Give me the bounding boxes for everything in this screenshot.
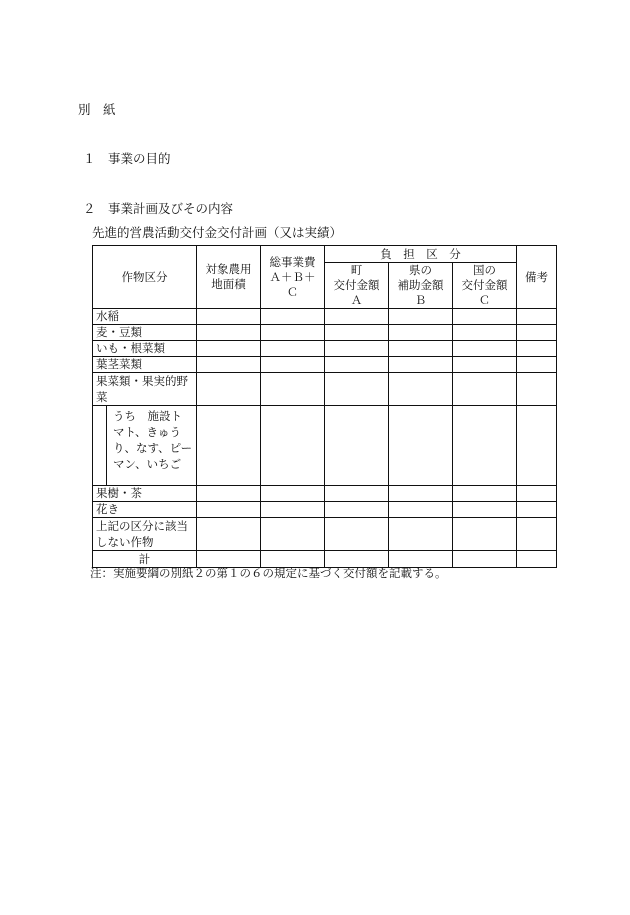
table-row: [93, 502, 557, 518]
header-pref: 県の 補助金額 Ｂ: [389, 263, 453, 309]
cell: [517, 341, 557, 357]
cell: [261, 373, 325, 406]
cell: [453, 406, 517, 486]
cell: [389, 518, 453, 551]
table-row: [93, 518, 557, 551]
header-area: 対象農用 地面積: [197, 246, 261, 309]
cell: [197, 406, 261, 486]
cell: [197, 309, 261, 325]
table-title: 先進的営農活動交付金交付計画（又は実績）: [92, 225, 343, 240]
table-row: [93, 341, 557, 357]
section-2-heading: ２ 事業計画及びその内容: [83, 201, 234, 216]
cell: [261, 551, 325, 568]
header-crop: 作物区分: [93, 246, 197, 309]
row-label: うち 施設トマト、きゅうり、なす、ピーマン、いちご: [107, 406, 197, 486]
header-town: 町 交付金額 Ａ: [325, 263, 389, 309]
cell: [389, 551, 453, 568]
cell: [389, 309, 453, 325]
section-1-heading: １ 事業の目的: [83, 151, 171, 166]
cell: [389, 502, 453, 518]
row-label: 花き: [93, 502, 197, 518]
total-row: [93, 551, 557, 568]
cell: [325, 341, 389, 357]
header-remarks: 備考: [517, 246, 557, 309]
row-label: 果樹・茶: [93, 486, 197, 502]
cell: [453, 341, 517, 357]
header-burden: 負 担 区 分: [325, 246, 517, 263]
cell: [197, 486, 261, 502]
grant-plan-table: [92, 245, 557, 568]
cell: [453, 325, 517, 341]
cell: [261, 309, 325, 325]
cell: [197, 373, 261, 406]
header-nation: 国の 交付金額 Ｃ: [453, 263, 517, 309]
cell: [453, 486, 517, 502]
cell: [389, 325, 453, 341]
cell: [453, 357, 517, 373]
attachment-label: 別 紙: [78, 102, 116, 117]
cell: [517, 309, 557, 325]
cell: [261, 518, 325, 551]
cell: [261, 406, 325, 486]
table-row: [93, 357, 557, 373]
table-row: [93, 406, 557, 486]
cell: [261, 325, 325, 341]
row-label: いも・根菜類: [93, 341, 197, 357]
cell: [325, 357, 389, 373]
indent-cell: [93, 406, 107, 486]
table-row: [93, 309, 557, 325]
table-row: [93, 373, 557, 406]
cell: [389, 357, 453, 373]
table-row: [93, 325, 557, 341]
cell: [325, 486, 389, 502]
cell: [325, 325, 389, 341]
cell: [197, 325, 261, 341]
cell: [389, 486, 453, 502]
cell: [453, 551, 517, 568]
cell: [325, 373, 389, 406]
row-label: 葉茎菜類: [93, 357, 197, 373]
total-label: 計: [93, 551, 197, 568]
cell: [261, 502, 325, 518]
cell: [261, 486, 325, 502]
cell: [517, 373, 557, 406]
cell: [325, 406, 389, 486]
cell: [325, 551, 389, 568]
row-label: 果菜類・果実的野菜: [93, 373, 197, 406]
cell: [325, 309, 389, 325]
row-label: 水稲: [93, 309, 197, 325]
table-row: [93, 486, 557, 502]
cell: [517, 325, 557, 341]
cell: [517, 551, 557, 568]
cell: [197, 502, 261, 518]
cell: [261, 357, 325, 373]
cell: [517, 486, 557, 502]
cell: [517, 406, 557, 486]
cell: [517, 357, 557, 373]
header-total-cost: 総事業費 Ａ＋Ｂ＋ Ｃ: [261, 246, 325, 309]
cell: [261, 341, 325, 357]
cell: [389, 341, 453, 357]
cell: [389, 406, 453, 486]
cell: [453, 309, 517, 325]
cell: [389, 373, 453, 406]
cell: [197, 551, 261, 568]
cell: [325, 502, 389, 518]
cell: [517, 518, 557, 551]
footnote: 注：実施要綱の別紙２の第１の６の規定に基づく交付額を記載する。: [90, 566, 447, 580]
cell: [453, 373, 517, 406]
cell: [197, 341, 261, 357]
row-label: 麦・豆類: [93, 325, 197, 341]
row-label: 上記の区分に該当しない作物: [93, 518, 197, 551]
cell: [517, 502, 557, 518]
cell: [453, 502, 517, 518]
cell: [453, 518, 517, 551]
cell: [325, 518, 389, 551]
cell: [197, 357, 261, 373]
cell: [197, 518, 261, 551]
